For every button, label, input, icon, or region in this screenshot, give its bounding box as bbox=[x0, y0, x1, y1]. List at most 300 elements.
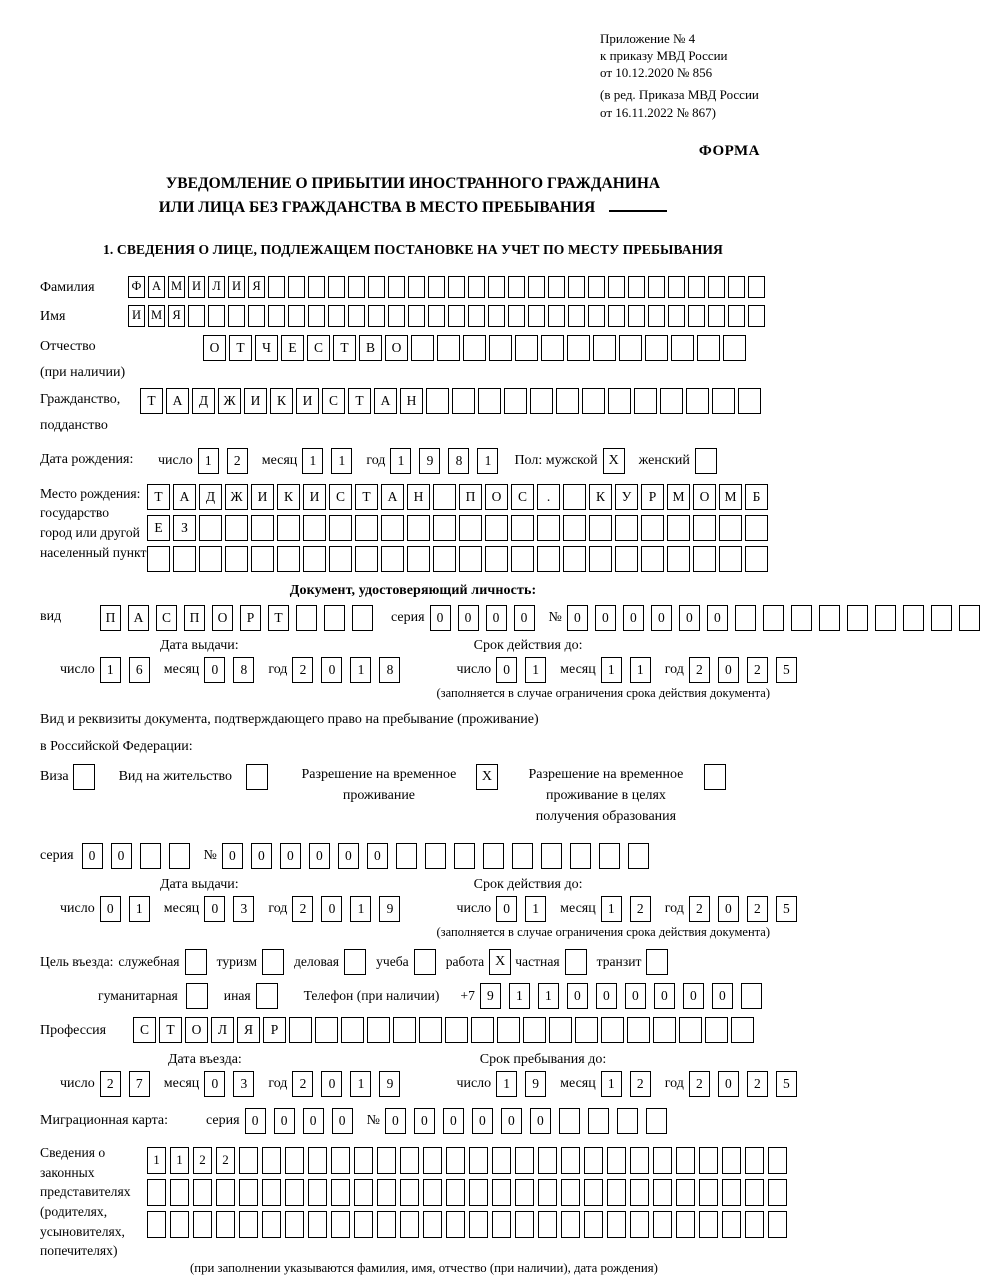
char-box bbox=[469, 1179, 488, 1206]
char-box: 3 bbox=[233, 1071, 254, 1097]
stay-month-boxes bbox=[601, 1071, 655, 1097]
char-box bbox=[735, 605, 756, 631]
char-box bbox=[705, 1017, 728, 1043]
char-box: Т bbox=[147, 484, 170, 510]
checkbox-official bbox=[185, 949, 207, 975]
purpose-label: Цель въезда: bbox=[40, 953, 114, 969]
char-box: . bbox=[537, 484, 560, 510]
birth-place-boxes bbox=[147, 484, 768, 577]
issue-month-boxes bbox=[204, 896, 258, 922]
representatives-label: Сведения о законных представителях (родителях, усыновителях, попечителях) bbox=[40, 1144, 131, 1259]
char-box bbox=[448, 305, 465, 327]
checkbox-tourism bbox=[262, 949, 284, 975]
char-box bbox=[538, 1179, 557, 1206]
char-box: П bbox=[184, 605, 205, 631]
citizenship-boxes bbox=[140, 388, 761, 414]
char-box bbox=[425, 843, 446, 869]
char-box bbox=[423, 1179, 442, 1206]
issue-date-heading: Дата выдачи: bbox=[160, 637, 239, 653]
char-box bbox=[388, 305, 405, 327]
char-box bbox=[722, 1147, 741, 1174]
char-box bbox=[538, 1211, 557, 1238]
char-box bbox=[411, 335, 434, 361]
char-box bbox=[324, 605, 345, 631]
purpose-study-label: учеба bbox=[376, 953, 409, 969]
char-box: 0 bbox=[707, 605, 728, 631]
char-box: 1 bbox=[198, 448, 219, 474]
char-box: Т bbox=[229, 335, 252, 361]
char-box: Ф bbox=[128, 276, 145, 298]
char-box: 1 bbox=[350, 896, 371, 922]
char-box bbox=[768, 1211, 787, 1238]
char-box bbox=[608, 276, 625, 298]
series-label: серия bbox=[40, 847, 74, 863]
char-box: 0 bbox=[274, 1108, 295, 1134]
char-box bbox=[437, 335, 460, 361]
char-box: С bbox=[133, 1017, 156, 1043]
valid-month-boxes bbox=[601, 657, 655, 683]
valid-year-boxes bbox=[689, 896, 801, 922]
char-box bbox=[308, 1179, 327, 1206]
char-box bbox=[239, 1211, 258, 1238]
checkbox-private bbox=[565, 949, 587, 975]
char-box: М bbox=[667, 484, 690, 510]
day-label: число bbox=[158, 452, 193, 468]
char-box: И bbox=[228, 276, 245, 298]
char-box bbox=[728, 276, 745, 298]
checkbox-business bbox=[344, 949, 366, 975]
residence-number-boxes bbox=[222, 843, 653, 869]
representatives-row2 bbox=[147, 1179, 787, 1206]
char-box bbox=[697, 335, 720, 361]
char-box bbox=[588, 276, 605, 298]
char-box bbox=[619, 335, 642, 361]
char-box: 0 bbox=[679, 605, 700, 631]
profession-boxes bbox=[133, 1017, 754, 1043]
checkbox-work: X bbox=[489, 949, 511, 975]
char-box bbox=[667, 515, 690, 541]
representatives-note: (при заполнении указываются фамилия, имя, отчество (при наличии), дата рождения) bbox=[190, 1261, 658, 1276]
valid-day-boxes bbox=[496, 896, 550, 922]
appendix-line: от 10.12.2020 № 856 bbox=[600, 65, 713, 81]
char-box bbox=[671, 335, 694, 361]
char-box bbox=[468, 305, 485, 327]
char-box bbox=[528, 305, 545, 327]
char-box bbox=[331, 1211, 350, 1238]
form-title bbox=[40, 172, 786, 220]
char-box bbox=[285, 1179, 304, 1206]
char-box bbox=[400, 1179, 419, 1206]
char-box bbox=[199, 546, 222, 572]
char-box: 2 bbox=[747, 1071, 768, 1097]
char-box: 5 bbox=[776, 657, 797, 683]
char-box bbox=[426, 388, 449, 414]
char-box bbox=[329, 515, 352, 541]
birth-date-label: Дата рождения: bbox=[40, 452, 134, 468]
char-box bbox=[515, 1147, 534, 1174]
char-box bbox=[428, 305, 445, 327]
char-box: 0 bbox=[443, 1108, 464, 1134]
char-box bbox=[515, 1211, 534, 1238]
char-box: Е bbox=[281, 335, 304, 361]
migration-number-boxes bbox=[385, 1108, 671, 1134]
entry-day-boxes bbox=[100, 1071, 154, 1097]
char-box bbox=[352, 605, 373, 631]
char-box: 0 bbox=[718, 1071, 739, 1097]
char-box bbox=[354, 1179, 373, 1206]
valid-year-boxes bbox=[689, 657, 801, 683]
char-box: 0 bbox=[651, 605, 672, 631]
char-box bbox=[377, 1179, 396, 1206]
entry-date: число 2 7 месяц 0 3 год 2 0 1 9 bbox=[60, 1071, 404, 1097]
char-box: 1 bbox=[601, 657, 622, 683]
birth-place-row2 bbox=[147, 515, 768, 541]
char-box: В bbox=[359, 335, 382, 361]
residence-valid-date: число 0 1 месяц 1 2 год 2 0 2 5 bbox=[456, 896, 800, 922]
char-box bbox=[248, 305, 265, 327]
char-box bbox=[331, 1147, 350, 1174]
char-box: 9 bbox=[525, 1071, 546, 1097]
char-box bbox=[722, 1179, 741, 1206]
char-box bbox=[745, 1211, 764, 1238]
char-box: 1 bbox=[538, 983, 559, 1009]
char-box bbox=[556, 388, 579, 414]
char-box bbox=[452, 388, 475, 414]
char-box bbox=[699, 1211, 718, 1238]
char-box: 2 bbox=[747, 896, 768, 922]
char-box bbox=[225, 546, 248, 572]
char-box bbox=[492, 1147, 511, 1174]
char-box: Е bbox=[147, 515, 170, 541]
char-box bbox=[348, 276, 365, 298]
char-box bbox=[641, 546, 664, 572]
char-box bbox=[563, 546, 586, 572]
char-box: Б bbox=[745, 484, 768, 510]
char-box: 0 bbox=[514, 605, 535, 631]
char-box: 1 bbox=[331, 448, 352, 474]
residence-permit-label: Вид на жительство bbox=[118, 768, 232, 784]
char-box: 1 bbox=[496, 1071, 517, 1097]
char-box: 0 bbox=[245, 1108, 266, 1134]
char-box bbox=[634, 388, 657, 414]
char-box bbox=[288, 276, 305, 298]
char-box: 0 bbox=[472, 1108, 493, 1134]
series-label: серия bbox=[391, 609, 425, 625]
char-box bbox=[630, 1147, 649, 1174]
char-box: 0 bbox=[251, 843, 272, 869]
char-box bbox=[483, 843, 504, 869]
char-box bbox=[699, 1147, 718, 1174]
char-box: 9 bbox=[419, 448, 440, 474]
char-box bbox=[628, 305, 645, 327]
sex-male-label: Пол: мужской bbox=[514, 452, 598, 468]
char-box bbox=[341, 1017, 364, 1043]
char-box: И bbox=[303, 484, 326, 510]
char-box bbox=[541, 843, 562, 869]
char-box bbox=[568, 276, 585, 298]
char-box bbox=[676, 1211, 695, 1238]
char-box bbox=[228, 305, 245, 327]
char-box: Р bbox=[263, 1017, 286, 1043]
char-box: 0 bbox=[338, 843, 359, 869]
char-box: 2 bbox=[216, 1147, 235, 1174]
char-box: 9 bbox=[379, 896, 400, 922]
char-box: Я bbox=[248, 276, 265, 298]
char-box bbox=[308, 305, 325, 327]
char-box bbox=[607, 1179, 626, 1206]
char-box: Д bbox=[192, 388, 215, 414]
char-box bbox=[768, 1179, 787, 1206]
char-box bbox=[354, 1211, 373, 1238]
char-box bbox=[262, 1179, 281, 1206]
issue-year-boxes bbox=[292, 657, 404, 683]
restriction-note: (заполняется в случае ограничения срока действия документа) bbox=[436, 685, 770, 700]
char-box bbox=[315, 1017, 338, 1043]
char-box bbox=[599, 843, 620, 869]
char-box bbox=[381, 546, 404, 572]
patronymic-boxes bbox=[203, 335, 746, 361]
char-box: 0 bbox=[204, 896, 225, 922]
char-box: Т bbox=[140, 388, 163, 414]
char-box: 1 bbox=[350, 657, 371, 683]
char-box bbox=[199, 515, 222, 541]
purpose-official-label: служебная bbox=[118, 953, 180, 969]
char-box bbox=[355, 546, 378, 572]
issue-year-boxes bbox=[292, 896, 404, 922]
char-box: 0 bbox=[303, 1108, 324, 1134]
char-box: 0 bbox=[280, 843, 301, 869]
purpose-transit-label: транзит bbox=[596, 953, 642, 969]
char-box bbox=[140, 843, 161, 869]
char-box: 8 bbox=[233, 657, 254, 683]
char-box bbox=[262, 1211, 281, 1238]
char-box bbox=[331, 1179, 350, 1206]
char-box: 8 bbox=[379, 657, 400, 683]
birth-day-boxes bbox=[198, 448, 252, 474]
char-box bbox=[627, 1017, 650, 1043]
char-box: С bbox=[511, 484, 534, 510]
char-box: 0 bbox=[530, 1108, 551, 1134]
char-box: О bbox=[185, 1017, 208, 1043]
char-box: 0 bbox=[430, 605, 451, 631]
char-box bbox=[548, 276, 565, 298]
char-box bbox=[504, 388, 527, 414]
char-box bbox=[289, 1017, 312, 1043]
char-box: 0 bbox=[596, 983, 617, 1009]
char-box bbox=[170, 1211, 189, 1238]
char-box: 2 bbox=[227, 448, 248, 474]
char-box bbox=[668, 305, 685, 327]
char-box bbox=[719, 515, 742, 541]
char-box: 7 bbox=[129, 1071, 150, 1097]
valid-month-boxes bbox=[601, 896, 655, 922]
char-box bbox=[423, 1211, 442, 1238]
char-box: Л bbox=[211, 1017, 234, 1043]
char-box bbox=[239, 1147, 258, 1174]
char-box: И bbox=[244, 388, 267, 414]
char-box bbox=[512, 843, 533, 869]
temp-residence-education-label: Разрешение на временное проживание в целях получения образования bbox=[528, 766, 684, 824]
issue-month-boxes bbox=[204, 657, 258, 683]
migration-series-boxes bbox=[245, 1108, 357, 1134]
char-box bbox=[485, 515, 508, 541]
char-box bbox=[745, 1179, 764, 1206]
char-box bbox=[216, 1211, 235, 1238]
char-box: Л bbox=[208, 276, 225, 298]
valid-day-boxes bbox=[496, 657, 550, 683]
char-box bbox=[508, 305, 525, 327]
number-label: № bbox=[548, 609, 562, 625]
char-box: П bbox=[459, 484, 482, 510]
char-box: О bbox=[485, 484, 508, 510]
char-box bbox=[722, 1211, 741, 1238]
char-box bbox=[446, 1211, 465, 1238]
char-box bbox=[646, 1108, 667, 1134]
given-name-boxes bbox=[128, 305, 765, 327]
citizenship-label: Гражданство, подданство bbox=[40, 392, 121, 434]
char-box: О bbox=[385, 335, 408, 361]
char-box: Д bbox=[199, 484, 222, 510]
residence-intro2: в Российской Федерации: bbox=[40, 738, 193, 754]
char-box bbox=[563, 515, 586, 541]
char-box bbox=[617, 1108, 638, 1134]
char-box bbox=[679, 1017, 702, 1043]
stay-year-boxes bbox=[689, 1071, 801, 1097]
char-box: Ж bbox=[225, 484, 248, 510]
char-box: 0 bbox=[204, 1071, 225, 1097]
char-box bbox=[308, 1147, 327, 1174]
char-box bbox=[277, 515, 300, 541]
residence-intro1: Вид и реквизиты документа, подтверждающего право на пребывание (проживание) bbox=[40, 711, 539, 727]
char-box: К bbox=[270, 388, 293, 414]
char-box: А bbox=[128, 605, 149, 631]
stay-day-boxes bbox=[496, 1071, 550, 1097]
char-box bbox=[445, 1017, 468, 1043]
char-box bbox=[251, 546, 274, 572]
char-box: 0 bbox=[625, 983, 646, 1009]
visa-label: Виза bbox=[40, 768, 69, 784]
char-box bbox=[348, 305, 365, 327]
char-box bbox=[469, 1147, 488, 1174]
char-box bbox=[645, 335, 668, 361]
char-box: 1 bbox=[147, 1147, 166, 1174]
char-box bbox=[559, 1108, 580, 1134]
char-box: 2 bbox=[689, 1071, 710, 1097]
char-box bbox=[593, 335, 616, 361]
section1-heading: 1. СВЕДЕНИЯ О ЛИЦЕ, ПОДЛЕЖАЩЕМ ПОСТАНОВКЕ НА УЧЕТ ПО МЕСТУ ПРЕБЫВАНИЯ bbox=[103, 241, 723, 257]
char-box bbox=[208, 305, 225, 327]
char-box: 2 bbox=[747, 657, 768, 683]
char-box bbox=[607, 1211, 626, 1238]
char-box bbox=[147, 546, 170, 572]
char-box bbox=[561, 1147, 580, 1174]
doc-kind-label: вид bbox=[40, 609, 62, 625]
char-box bbox=[515, 1179, 534, 1206]
char-box bbox=[668, 276, 685, 298]
char-box bbox=[296, 605, 317, 631]
char-box: Я bbox=[168, 305, 185, 327]
char-box bbox=[728, 305, 745, 327]
char-box bbox=[433, 484, 456, 510]
restriction-note: (заполняется в случае ограничения срока действия документа) bbox=[436, 924, 770, 939]
char-box bbox=[367, 1017, 390, 1043]
representatives-row3 bbox=[147, 1211, 787, 1238]
char-box: 0 bbox=[486, 605, 507, 631]
char-box bbox=[147, 1179, 166, 1206]
char-box: 1 bbox=[630, 657, 651, 683]
valid-until-heading: Срок действия до: bbox=[473, 876, 583, 892]
char-box bbox=[653, 1179, 672, 1206]
char-box: 2 bbox=[292, 896, 313, 922]
char-box: 1 bbox=[302, 448, 323, 474]
year-label: год bbox=[366, 452, 386, 468]
char-box: 1 bbox=[601, 896, 622, 922]
patronymic-label: Отчество (при наличии) bbox=[40, 335, 203, 382]
char-box bbox=[693, 546, 716, 572]
checkbox-other bbox=[256, 983, 278, 1009]
char-box bbox=[262, 1147, 281, 1174]
number-label: № bbox=[203, 847, 217, 863]
residence-issue-date: число 0 1 месяц 0 3 год 2 0 1 9 bbox=[60, 896, 404, 922]
char-box: 0 bbox=[567, 605, 588, 631]
sex-female-label: женский bbox=[638, 452, 690, 468]
char-box bbox=[660, 388, 683, 414]
checkbox-male: X bbox=[603, 448, 625, 474]
char-box: Я bbox=[237, 1017, 260, 1043]
char-box bbox=[601, 1017, 624, 1043]
char-box bbox=[459, 515, 482, 541]
char-box bbox=[419, 1017, 442, 1043]
char-box bbox=[847, 605, 868, 631]
char-box: М bbox=[168, 276, 185, 298]
char-box: 1 bbox=[170, 1147, 189, 1174]
char-box bbox=[584, 1211, 603, 1238]
char-box bbox=[791, 605, 812, 631]
char-box: 0 bbox=[321, 1071, 342, 1097]
char-box bbox=[589, 515, 612, 541]
char-box bbox=[584, 1179, 603, 1206]
char-box bbox=[653, 1147, 672, 1174]
char-box: Ж bbox=[218, 388, 241, 414]
char-box bbox=[328, 276, 345, 298]
char-box bbox=[712, 388, 735, 414]
checkbox-residence-permit bbox=[246, 764, 268, 790]
char-box: 0 bbox=[683, 983, 704, 1009]
representatives-boxes bbox=[147, 1143, 787, 1243]
char-box bbox=[428, 276, 445, 298]
char-box bbox=[377, 1147, 396, 1174]
checkbox-transit bbox=[646, 949, 668, 975]
char-box: 0 bbox=[501, 1108, 522, 1134]
char-box: С bbox=[156, 605, 177, 631]
month-label: месяц bbox=[261, 452, 298, 468]
char-box bbox=[173, 546, 196, 572]
char-box bbox=[308, 1211, 327, 1238]
char-box: С bbox=[322, 388, 345, 414]
char-box: 0 bbox=[321, 896, 342, 922]
char-box bbox=[408, 276, 425, 298]
char-box: 2 bbox=[689, 657, 710, 683]
residence-series-boxes bbox=[82, 843, 194, 869]
char-box bbox=[548, 305, 565, 327]
char-box: Н bbox=[400, 388, 423, 414]
char-box: 5 bbox=[776, 896, 797, 922]
char-box: 0 bbox=[496, 896, 517, 922]
char-box bbox=[719, 546, 742, 572]
char-box bbox=[388, 276, 405, 298]
char-box bbox=[288, 305, 305, 327]
issue-day-boxes bbox=[100, 657, 154, 683]
